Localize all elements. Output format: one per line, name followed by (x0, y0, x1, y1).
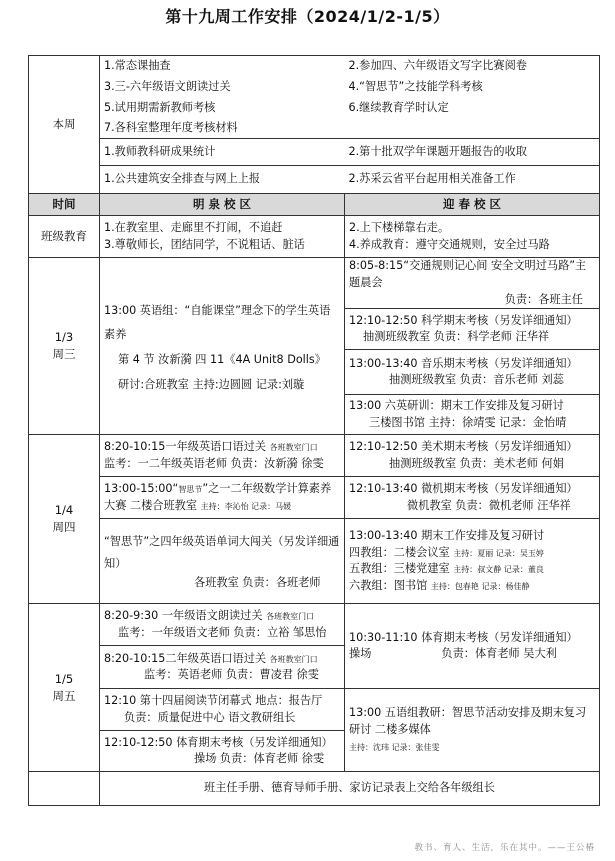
thu-yingchun-event (345, 519, 600, 604)
event-line: 12:10-12:50 美术期末考核（另发详细通知） (349, 440, 578, 454)
wed-yingchun-event (345, 258, 600, 309)
day-date: 1/5 (54, 671, 74, 686)
row-label-wednesday (29, 258, 100, 435)
event-line: 抽测班级教室 负责：科学老师 汪华祥 (363, 330, 550, 344)
header-campus-yingchun: 迎 春 校 区 (345, 194, 600, 216)
class-edu-mingquan (100, 216, 345, 258)
event-line: 四教组： (349, 545, 394, 559)
fri-mingquan-event (100, 689, 345, 731)
class-edu-item: 1.在教室里、走廊里不打闹，不追赶 (104, 220, 283, 234)
event-line: 13:00-13:40 期末工作安排及复习研讨 (349, 528, 545, 542)
this-week-safety-right: 2.苏采云省平台起用相关准备工作 (345, 166, 600, 194)
fri-mingquan-event (100, 646, 345, 689)
event-line: 13:00 英语组：“自能课堂”理念下的学生英语素养 (104, 303, 331, 342)
event-line: 五教组： (349, 562, 394, 576)
event-line: 研讨:合班教室 主持:边圆圆 记录:刘璇 (118, 377, 305, 391)
fri-mingquan-event (100, 604, 345, 646)
event-line: 二楼会议室 (393, 545, 450, 559)
class-edu-item: 2.上下楼梯靠右走。 (349, 220, 450, 234)
this-week-item: 2.参加四、六年级语文写字比赛阅卷 (348, 59, 527, 72)
event-line: 抽测班级教室 负责：美术老师 何娟 (389, 456, 564, 470)
this-week-item: 7.各科室整理年度考核材料 (104, 121, 238, 135)
event-line: 13:00 五语组教研：智思节活动安排及期末复习研讨 二楼多媒体 (349, 706, 587, 736)
event-line: 图书馆 (393, 579, 428, 593)
event-line: 13:00 六英研训：期末工作安排及复习研讨 (349, 399, 564, 413)
event-note: 主持：李沁怡 记录：马媛 (200, 501, 292, 511)
event-line: 8:05-8:15“交通规则记心间 安全文明过马路”主题晨会 (349, 259, 587, 289)
event-line: 抽测班级教室 负责：音乐老师 刘蕊 (389, 373, 564, 387)
class-edu-yingchun (345, 216, 600, 258)
event-line: 监考：一年级语文老师 负责：立裕 邹思怡 (118, 625, 327, 639)
wed-yingchun-event (345, 309, 600, 350)
event-note: 各班教室门口 (269, 654, 318, 664)
event-note: 主持：包春艳 记录：杨佳静 (430, 582, 530, 592)
this-week-item: 4.“智思节”之技能学科考核 (348, 79, 483, 93)
event-line: 监考：一二年级英语老师 负责：汝新漪 徐雯 (104, 456, 324, 470)
thu-mingquan-event (100, 435, 345, 477)
event-line: 12:10-13:40 微机期末考核（另发详细通知） (349, 482, 578, 496)
day-weekday: 周三 (52, 347, 76, 362)
event-note: 主持：叔文静 记录：董良 (453, 565, 544, 575)
this-week-items-left (100, 56, 345, 139)
class-edu-item: 4.养成教育：遵守交通规则，安全过马路 (349, 237, 550, 251)
event-line: 13:00-15:00“ (104, 482, 179, 496)
row-label-this-week: 本周 (29, 56, 100, 194)
thu-mingquan-event (100, 519, 345, 604)
this-week-research-left: 1.教师教科研成果统计 (100, 139, 345, 166)
this-week-research-right: 2.第十批双学年课题开题报告的收取 (345, 139, 600, 166)
footer-motto: 教书、育人、生活，乐在其中。——王公椿 (414, 843, 595, 853)
event-line: 操场 负责：体育老师 徐雯 (194, 752, 325, 766)
event-line: 六教组： (349, 579, 394, 593)
event-line: 12:10-12:50 科学期末考核（另发详细通知） (349, 313, 578, 327)
this-week-item: 1.常态课抽查 (104, 59, 171, 72)
row-label-friday (29, 604, 100, 772)
event-line: 监考：英语老师 负责：曹凌君 徐雯 (144, 668, 319, 682)
fri-mingquan-event (100, 731, 345, 772)
day-weekday: 周四 (52, 520, 76, 535)
event-line: 8:20-9:30 一年级语文朗读过关 (104, 609, 263, 623)
row-label-thursday (29, 435, 100, 604)
wed-yingchun-event (345, 395, 600, 435)
event-note: 主持：夏丽 记录：吴玉婷 (453, 548, 544, 558)
fri-yingchun-event (345, 689, 600, 772)
event-line: 第 4 节 汝新漪 四 11《4A Unit8 Dolls》 (118, 353, 326, 367)
row-label-class-education: 班级教育 (29, 216, 100, 258)
thu-yingchun-event (345, 435, 600, 477)
event-line: “智思节”之四年级英语单词大闯关（另发详细通知） (104, 534, 340, 570)
event-line: 8:20-10:15二年级英语口语过关 (104, 651, 267, 665)
this-week-item: 3.三-六年级语文朗读过关 (104, 79, 231, 93)
this-week-safety-left: 1.公共建筑安全排查与网上上报 (100, 166, 345, 194)
fri-yingchun-event (345, 604, 600, 689)
event-line: 负责：各班主任 (504, 292, 583, 306)
event-line: 三楼图书馆 主持：徐靖雯 记录：金怡晴 (369, 415, 567, 429)
thu-yingchun-event (345, 477, 600, 519)
header-time: 时间 (29, 194, 100, 216)
this-week-item: 6.继续教育学时认定 (348, 100, 449, 114)
event-line: 三楼党建室 (393, 562, 450, 576)
event-line: 各班教室 负责：各班老师 (194, 576, 321, 590)
wed-mingquan-event (100, 258, 345, 435)
header-campus-mingquan: 明 泉 校 区 (100, 194, 345, 216)
event-line: 微机教室 负责：微机老师 汪华祥 (407, 498, 571, 512)
event-line: ”之一二年级数学计算素养大赛 二楼合班教室 (104, 482, 332, 512)
event-line: 13:00-13:40 音乐期末考核（另发详细通知） (349, 356, 578, 370)
schedule-table (28, 55, 600, 806)
event-note: 主持：沈玮 记录：张佳雯 (349, 742, 440, 752)
event-line: 智思节 (178, 485, 203, 495)
class-edu-item: 3.尊敬师长，团结同学，不说粗话、脏话 (104, 237, 305, 251)
event-line: 8:20-10:15一年级英语口语过关 (104, 440, 267, 454)
day-weekday: 周五 (52, 688, 76, 703)
day-date: 1/3 (54, 329, 74, 344)
page-title: 第十九周工作安排（2024/1/2-1/5） (165, 7, 450, 26)
event-note: 各班教室门口 (269, 443, 318, 453)
event-line: 负责：体育老师 吴大利 (441, 647, 557, 661)
this-week-item: 5.试用期需新教师考核 (104, 100, 216, 114)
thu-mingquan-event (100, 477, 345, 519)
event-line: 12:10 第十四届阅读节闭幕式 地点：报告厅 (104, 694, 323, 708)
final-note: 班主任手册、德育导师手册、家访记录表上交给各年级组长 (100, 772, 600, 806)
this-week-items-right (345, 56, 600, 139)
event-line: 10:30-11:10 体育期末考核（另发详细通知） (349, 630, 578, 644)
event-note: 各班教室门口 (266, 612, 315, 622)
wed-yingchun-event (345, 350, 600, 395)
day-date: 1/4 (54, 503, 74, 518)
event-line: 操场 (349, 647, 372, 661)
event-line: 12:10-12:50 体育期末考核（另发详细通知） (104, 735, 333, 749)
event-line: 负责：质量促进中心 语文教研组长 (124, 710, 296, 724)
